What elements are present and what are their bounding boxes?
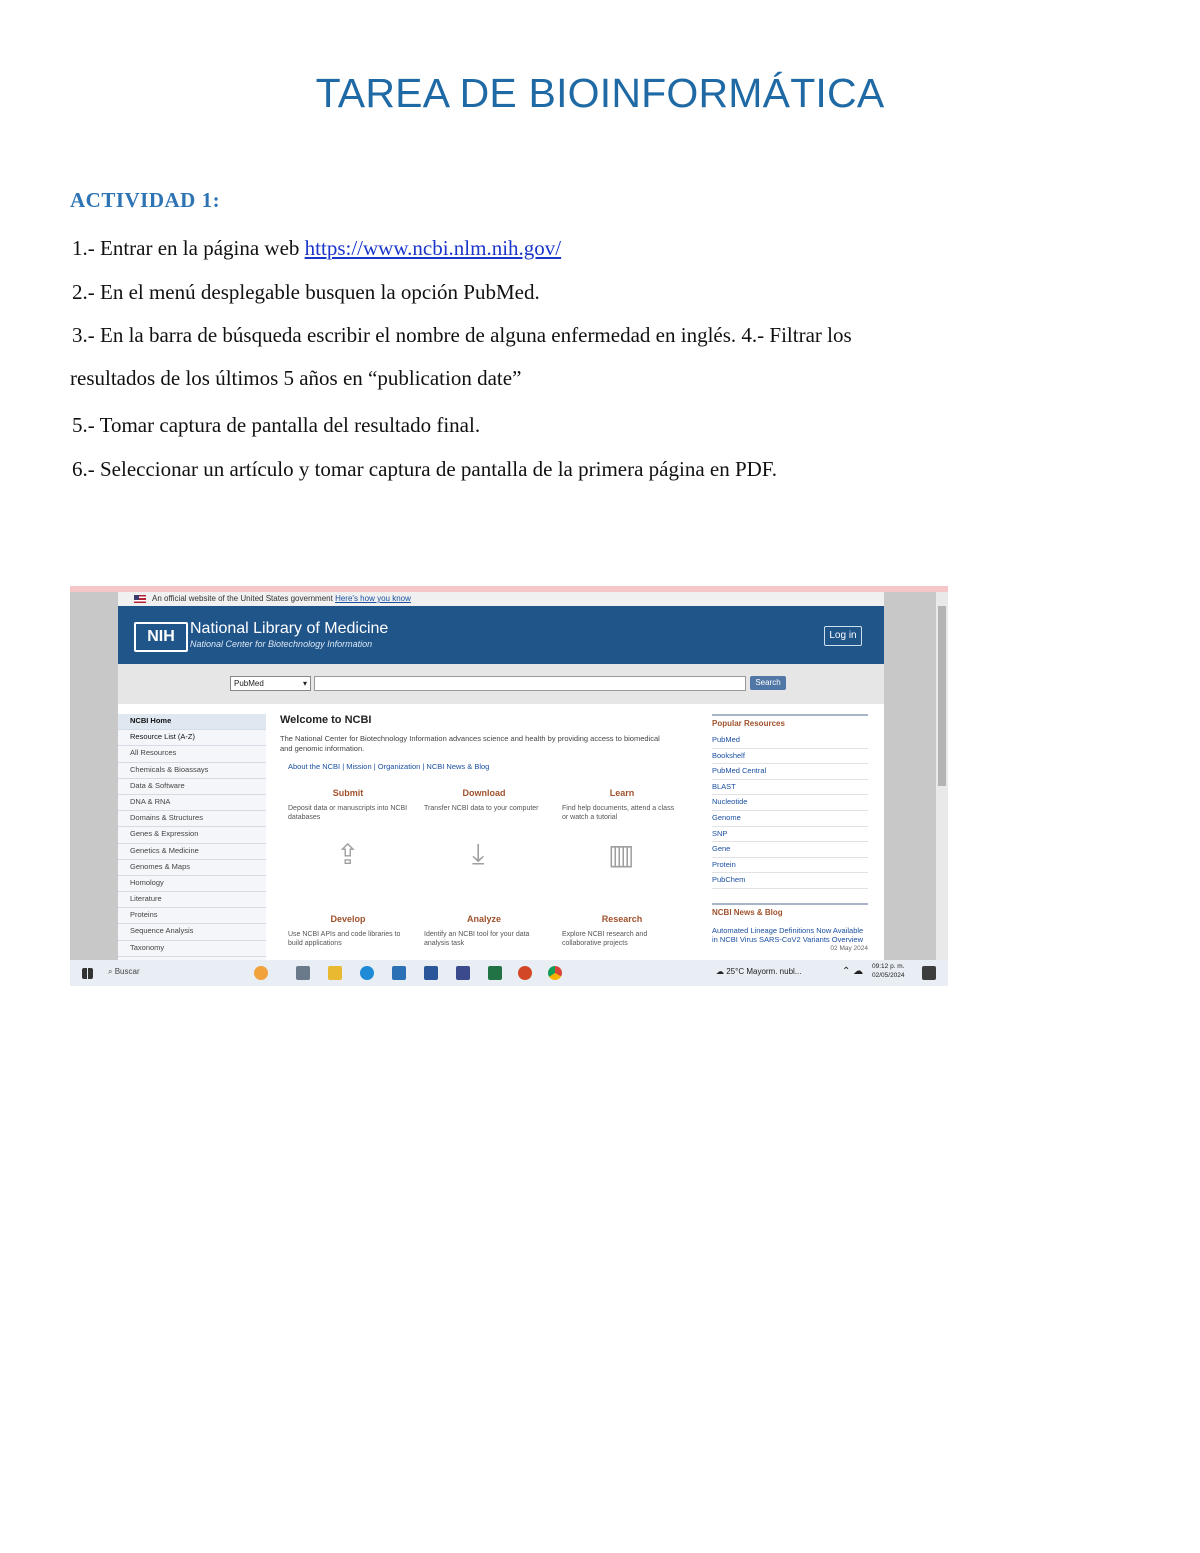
database-select[interactable] bbox=[230, 676, 311, 691]
taskbar-clock[interactable] bbox=[872, 962, 905, 980]
right-column bbox=[712, 714, 868, 952]
step-2: 2.- En el menú desplegable busquen la opción PubMed. bbox=[72, 280, 540, 304]
sidebar-item[interactable]: Data & Software bbox=[118, 779, 266, 795]
sidebar-item[interactable]: Proteins bbox=[118, 908, 266, 924]
sidebar-item[interactable]: Genetics & Medicine bbox=[118, 844, 266, 860]
news-date: 02 May 2024 bbox=[830, 944, 868, 952]
org-subtitle: National Center for Biotechnology Information bbox=[190, 639, 373, 649]
windows-start-icon[interactable] bbox=[82, 968, 93, 979]
popular-resource-link[interactable]: PubChem bbox=[712, 873, 868, 889]
weather-widget[interactable]: ☁ 25°C Mayorm. nubl... bbox=[716, 967, 802, 976]
edge-icon[interactable] bbox=[360, 966, 374, 980]
step-3: 3.- En la barra de búsqueda escribir el nombre de alguna enfermedad en inglés. 4.- Filtrar los bbox=[72, 323, 852, 347]
card-desc: Explore NCBI research and collaborative projects bbox=[562, 931, 648, 947]
task-view-icon[interactable] bbox=[296, 966, 310, 980]
submit-card[interactable] bbox=[288, 788, 408, 822]
windows-taskbar bbox=[70, 960, 948, 986]
card-desc: Transfer NCBI data to your computer bbox=[424, 805, 539, 812]
card-title: Submit bbox=[332, 788, 364, 798]
news-heading: NCBI News & Blog bbox=[712, 903, 868, 922]
card-title: Develop bbox=[330, 914, 366, 924]
taskbar-search-label: Buscar bbox=[114, 967, 140, 976]
clock-time: 09:12 p. m. bbox=[872, 963, 905, 970]
popular-resources-heading: Popular Resources bbox=[712, 714, 868, 733]
learn-card[interactable] bbox=[562, 788, 682, 822]
download-card[interactable] bbox=[424, 788, 544, 813]
gov-banner-text: An official website of the United States government bbox=[152, 594, 333, 603]
sidebar-item[interactable]: NCBI Home bbox=[118, 714, 266, 730]
sidebar-item[interactable]: Chemicals & Bioassays bbox=[118, 763, 266, 779]
step-3-continued: resultados de los últimos 5 años en “publication date” bbox=[70, 366, 522, 390]
popular-resource-link[interactable]: Nucleotide bbox=[712, 795, 868, 811]
card-title: Research bbox=[601, 914, 643, 924]
activity-heading: ACTIVIDAD 1: bbox=[70, 188, 221, 212]
sidebar-item[interactable]: All Resources bbox=[118, 746, 266, 762]
popular-resource-link[interactable]: Gene bbox=[712, 842, 868, 858]
mail-icon[interactable] bbox=[392, 966, 406, 980]
popular-resource-link[interactable]: PubMed Central bbox=[712, 764, 868, 780]
card-desc: Find help documents, attend a class or watch a tutorial bbox=[562, 805, 675, 821]
us-flag-icon bbox=[134, 595, 146, 603]
excel-icon[interactable] bbox=[488, 966, 502, 980]
chevron-down-icon: ▾ bbox=[302, 679, 307, 688]
clock-date: 02/05/2024 bbox=[872, 972, 905, 979]
popular-resource-link[interactable]: Protein bbox=[712, 858, 868, 874]
search-button[interactable]: Search bbox=[750, 676, 786, 690]
database-select-value: PubMed bbox=[234, 679, 264, 688]
popular-resource-link[interactable]: BLAST bbox=[712, 780, 868, 796]
sidebar bbox=[118, 714, 266, 973]
taskbar-search[interactable]: ⌕ Buscar bbox=[108, 967, 140, 976]
sidebar-item[interactable]: Sequence Analysis bbox=[118, 924, 266, 940]
sidebar-item[interactable]: Genes & Expression bbox=[118, 827, 266, 843]
sidebar-item[interactable]: Genomes & Maps bbox=[118, 860, 266, 876]
step-1 bbox=[72, 236, 561, 261]
analyze-card[interactable] bbox=[424, 914, 544, 948]
intro-text: The National Center for Biotechnology Information advances science and health by providing access to biomedical and genomic information. bbox=[280, 734, 660, 753]
popular-resource-link[interactable]: Bookshelf bbox=[712, 749, 868, 765]
develop-card[interactable] bbox=[288, 914, 408, 948]
download-icon: ⤓ bbox=[472, 838, 485, 869]
sidebar-item[interactable]: Literature bbox=[118, 892, 266, 908]
sidebar-item[interactable]: DNA & RNA bbox=[118, 795, 266, 811]
search-input[interactable] bbox=[314, 676, 746, 691]
search-bar bbox=[118, 664, 884, 704]
widgets-icon[interactable] bbox=[254, 966, 268, 980]
gov-banner bbox=[118, 592, 884, 606]
teams-icon[interactable] bbox=[456, 966, 470, 980]
sidebar-item[interactable]: Domains & Structures bbox=[118, 811, 266, 827]
welcome-heading: Welcome to NCBI bbox=[280, 714, 372, 726]
card-desc: Use NCBI APIs and code libraries to build applications bbox=[288, 931, 401, 947]
powerpoint-icon[interactable] bbox=[518, 966, 532, 980]
about-links[interactable]: About the NCBI | Mission | Organization | NCBI News & Blog bbox=[288, 762, 490, 771]
sidebar-item[interactable]: Taxonomy bbox=[118, 941, 266, 957]
system-tray-icons[interactable]: ⌃ ☁ bbox=[842, 966, 864, 977]
scrollbar-thumb[interactable] bbox=[938, 606, 946, 786]
popular-resource-link[interactable]: Genome bbox=[712, 811, 868, 827]
notifications-icon[interactable] bbox=[922, 966, 936, 980]
step-1-text: 1.- Entrar en la página web bbox=[72, 236, 305, 260]
book-icon: ▥ bbox=[608, 839, 635, 870]
card-desc: Deposit data or manuscripts into NCBI databases bbox=[288, 805, 408, 821]
document-title: TAREA DE BIOINFORMÁTICA bbox=[315, 70, 885, 116]
step-5: 5.- Tomar captura de pantalla del resultado final. bbox=[72, 413, 481, 437]
gov-banner-link[interactable]: Here's how you know bbox=[335, 594, 411, 603]
popular-resource-link[interactable]: SNP bbox=[712, 827, 868, 843]
word-icon[interactable] bbox=[424, 966, 438, 980]
weather-text: 25°C Mayorm. nubl... bbox=[726, 967, 802, 976]
chrome-icon[interactable] bbox=[548, 966, 562, 980]
login-button[interactable]: Log in bbox=[824, 626, 862, 646]
ncbi-screenshot bbox=[70, 586, 948, 986]
news-item-link[interactable]: Automated Lineage Definitions Now Available in NCBI Virus SARS-CoV2 Variants Overview bbox=[712, 925, 864, 945]
card-title: Analyze bbox=[466, 914, 501, 924]
org-name: National Library of Medicine bbox=[190, 620, 389, 637]
popular-resource-link[interactable]: PubMed bbox=[712, 733, 868, 749]
ncbi-page bbox=[118, 592, 884, 960]
upload-icon: ⇪ bbox=[336, 839, 360, 870]
sidebar-item[interactable]: Homology bbox=[118, 876, 266, 892]
card-desc: Identify an NCBI tool for your data analysis task bbox=[424, 931, 530, 947]
card-title: Learn bbox=[609, 788, 635, 798]
ncbi-link[interactable]: https://www.ncbi.nlm.nih.gov/ bbox=[304, 236, 562, 260]
sidebar-item[interactable]: Resource List (A-Z) bbox=[118, 730, 266, 746]
ncbi-header bbox=[118, 606, 884, 664]
step-6: 6.- Seleccionar un artículo y tomar captura de pantalla de la primera página en PDF. bbox=[72, 457, 778, 481]
research-card[interactable] bbox=[562, 914, 682, 948]
file-explorer-icon[interactable] bbox=[328, 966, 342, 980]
nih-logo[interactable]: NIH bbox=[134, 622, 188, 652]
card-title: Download bbox=[462, 788, 506, 798]
